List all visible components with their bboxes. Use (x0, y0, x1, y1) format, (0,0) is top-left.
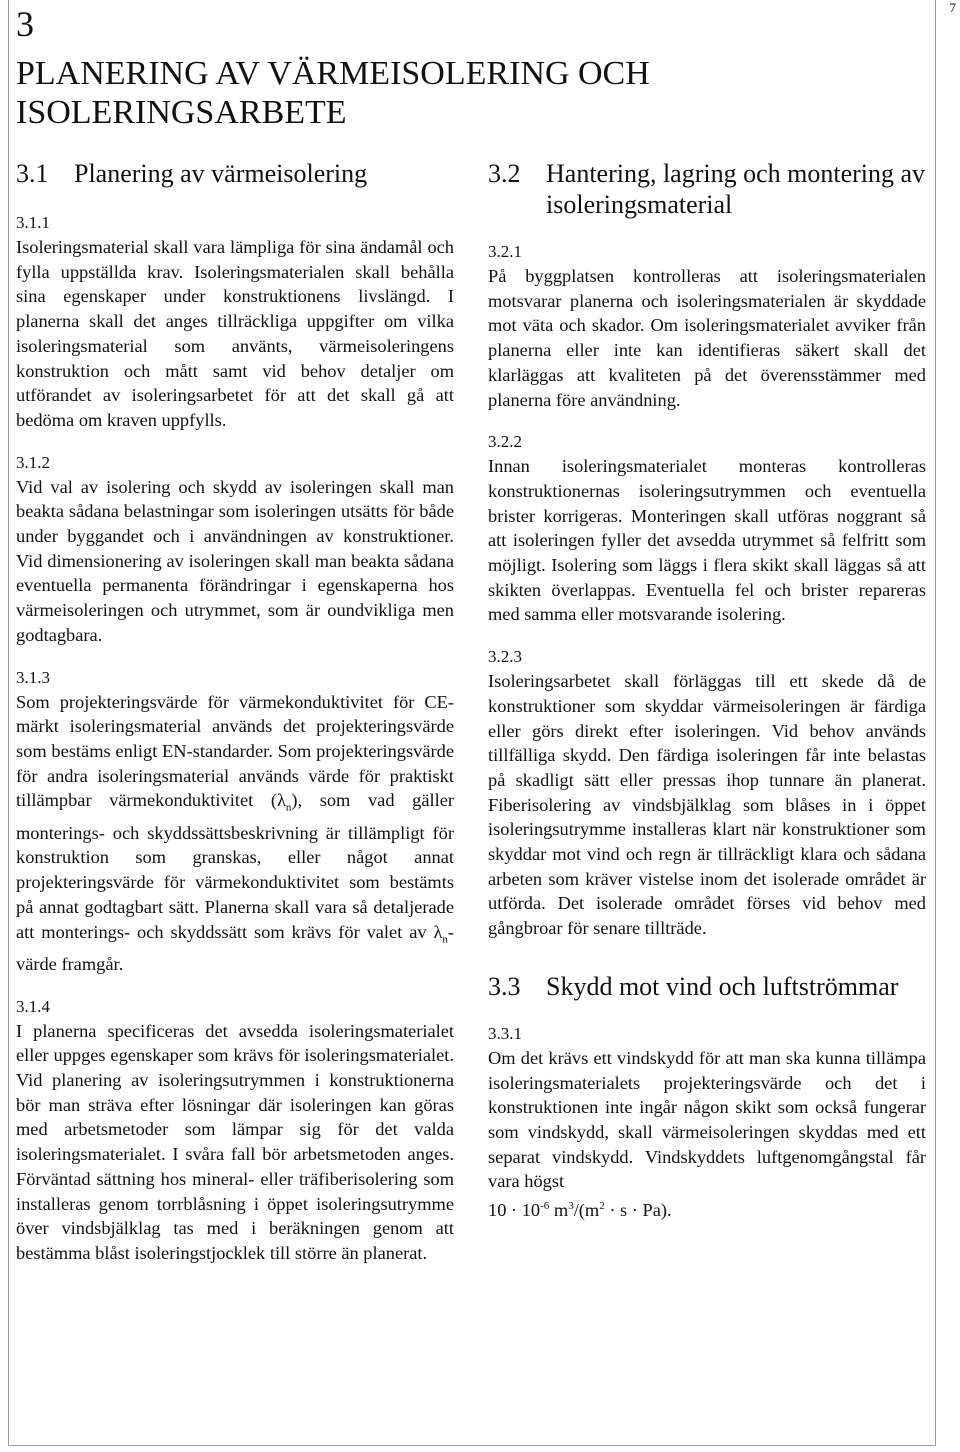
section-number: 3.2 (488, 159, 521, 188)
formula-exponent-3: 2 (599, 1200, 605, 1213)
section-heading-3-2 (488, 158, 926, 220)
subsection-number-3-1-2: 3.1.2 (16, 452, 50, 472)
lambda-symbol: λ (433, 921, 443, 942)
formula-part-b: m (549, 1200, 569, 1221)
paragraph-3-1-2: Vid val av isolering och skydd av isoleringen skall man beakta sådana belastningar som isoleringen utsätts för både under byggandet och i användningen av konstruktioner. Vid dimensionering av isoleringen skall man beakta sådana eventuella permanenta förändringar i egenskaperna hos värmeisoleringen och utrymmet, som är oundvikliga men godtagbara. (16, 476, 454, 645)
section-title: Skydd mot vind och luftströmmar (546, 971, 899, 1001)
paragraph-3-2-3: Isoleringsarbetet skall förläggas till ett skede då de konstruktioner som skyddar värmeisoleringen är färdiga eller görs direkt efter isoleringen. Vid behov används tillfälliga skydd. Den färdiga isoleringen får inte belastas på skadligt sätt eller pressas ihop tunnare än planerat. Fiberisolering av vindsbjälklag som blåses in i öppet isoleringsutrymme installeras klart när konstruktioner som skyddar mot vind och regn är tillräckligt klara och sådana arbeten som kräver vistelse inom det isolerade området är utförda. Det isolerade området förses vid behov med gångbroar för senare tillträde. (488, 671, 926, 939)
subsection-number-3-2-2: 3.2.2 (488, 432, 522, 452)
paragraph-3-1-3-part-c: -värde framgår. (16, 921, 454, 974)
section-title: Hantering, lagring och montering av isoleringsmaterial (546, 159, 926, 219)
right-column (488, 158, 926, 1223)
subsection-number-3-2-3: 3.2.3 (488, 647, 522, 667)
paragraph-3-1-4: I planerna specificeras det avsedda isoleringsmaterialet eller uppges egenskaper som krävs för isoleringsmaterialet. Vid planering av isoleringsutrymmen i konstruktionerna bör man sträva efter lösningar där isoleringen kan göras med arbetsmetoder som lämpar sig för det valda isoleringsmaterialet. I svåra fall bör arbetsmetoden anges. Förväntad sättning hos mineral- eller träfiberisolering som installeras genom torrblåsning i öppet isoleringsutrymme över vindsbjälklag tas med i beräkningen genom att bestämma blåst isoleringstjocklek till större än planerat. (16, 1020, 454, 1263)
paragraph-3-1-3-part-b: ), som vad gäller monterings- och skyddssättsbeskrivning är tillämpligt för konstruktion som granskas, eller något annat projekteringsvärde för värmekonduktivitet som bestämts på annat godtagbart sätt. Planerna skall vara så detaljerade att monterings- och skyddssätt som krävs för valet av (16, 790, 454, 942)
section-heading-3-1 (16, 158, 454, 189)
paragraph-3-3-1: Om det krävs ett vindskydd för att man ska kunna tillämpa isoleringsmaterialets projekteringsvärde och det i konstruktionen inte ingår någon skikt som också fungerar som vindskydd, skall värmeisoleringen skyddas med ett separat vindskydd. Vindskyddets luftgenomgångstal får vara högst (488, 1047, 926, 1192)
paragraph-3-2-1: På byggplatsen kontrolleras att isoleringsmaterialen motsvarar planerna och isoleringsmaterialen är skyddade mot väta och skador. Om isoleringsmaterialet avviker från planerna eller inte kan identifieras säkert skall det klarläggas att kvaliteten på det överensstämmer med planerna före användning. (488, 266, 926, 410)
subsection-number-3-1-1: 3.1.1 (16, 213, 50, 232)
formula-part-a: 10 · 10 (488, 1200, 541, 1221)
paragraph-3-2-2: Innan isoleringsmaterialet monteras kontrolleras konstruktionernas isoleringsutrymmen och eventuella brister korrigeras. Monteringen skall utföras noggrant så att isoleringen fyller det avsedda utrymmet så felfritt som möjligt. Isolering som läggs i flera skikt skall läggas så att skikten överlappas. Eventuella fel och brister repareras med samma eller motsvarande isolering. (488, 456, 926, 625)
subsection-number-3-1-3: 3.1.3 (16, 667, 50, 687)
section-number: 3.1 (16, 159, 49, 188)
section-number: 3.3 (488, 971, 521, 1001)
formula-part-d: · s · Pa). (604, 1200, 672, 1221)
page-number: 7 (949, 0, 956, 15)
subsection-number-3-2-1: 3.2.1 (488, 242, 522, 261)
subsection-number-3-3-1: 3.3.1 (488, 1023, 522, 1043)
formula-part-c: /(m (573, 1200, 600, 1221)
formula-exponent-2: 3 (568, 1200, 574, 1213)
section-heading-3-3 (488, 971, 926, 1002)
lambda-subscript: n (442, 933, 448, 946)
paragraph-3-1-1: Isoleringsmaterial skall vara lämpliga för sina ändamål och fylla uppställda krav. Isoleringsmaterialen skall behålla sina egenskaper under konstruktionens livslängd. I planerna skall det anges tillräckliga uppgifter om vilka isoleringsmaterial som använts, värmeisoleringens konstruktion och mått samt vid behov detaljer om utförandet av isoleringsarbetet för att det skall gå att bedöma om kraven uppfylls. (16, 237, 454, 430)
paragraph-3-1-3 (16, 690, 454, 977)
subsection-number-3-1-4: 3.1.4 (16, 996, 50, 1016)
formula-exponent-1: -6 (540, 1200, 550, 1213)
formula-line (488, 1194, 926, 1223)
left-column (16, 158, 454, 1266)
lambda-symbol: λ (276, 790, 286, 811)
chapter-number: 3 (16, 4, 34, 44)
lambda-subscript: n (285, 802, 292, 815)
section-title: Planering av värmeisolering (74, 159, 368, 188)
paragraph-3-1-3-part-a: Som projekteringsvärde för värmekonduktivitet för CE-märkt isoleringsmaterial används det projekteringsvärde som bestäms enligt EN-standarder. Som projekteringsvärde för andra isoleringsmaterial används värde för praktiskt tillämpbar värmekonduktivitet ( (16, 691, 454, 811)
chapter-title: PLANERING AV VÄRMEISOLERING OCH ISOLERINGSARBETE (16, 55, 650, 131)
